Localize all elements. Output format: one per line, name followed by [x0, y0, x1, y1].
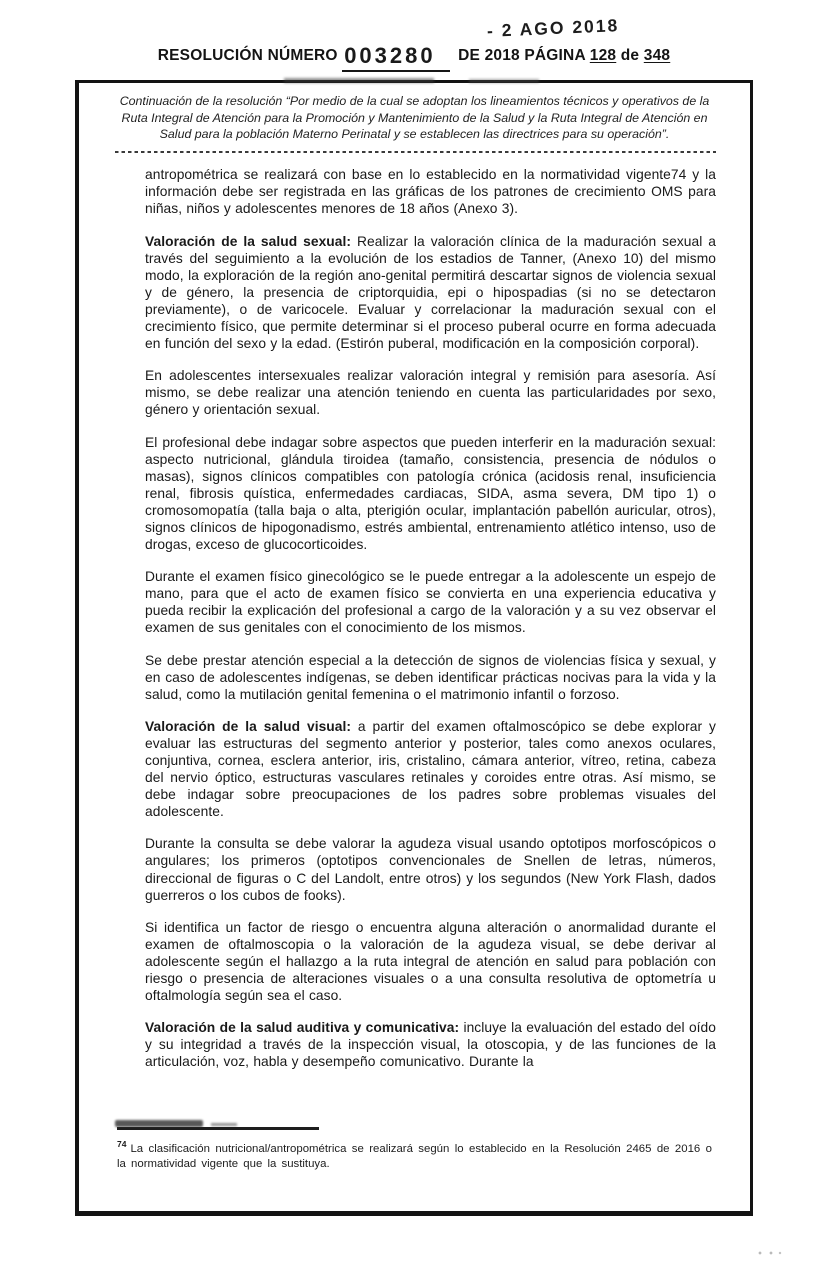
page-number-total: 348 [643, 47, 671, 64]
footnote-marker: 74 [117, 1138, 127, 1149]
date-stamp: - 2 AGO 2018 [486, 15, 620, 41]
body-text [145, 166, 716, 1070]
page-number-current: 128 [589, 47, 617, 64]
paragraph-factor-riesgo: Si identifica un factor de riesgo o encuentra alguna alteración o anormalidad durante el examen de oftalmoscopia o la valoración de la agudeza visual, se debe derivar al adolescente según el hallazgo a la ruta integral de atención en salud para población con riesgo o presencia de alteraciones visuales o a una consulta resolutiva de optometría u oftalmología según sea el caso. [145, 919, 716, 1004]
paragraph-valoracion-salud-auditiva: Valoración de la salud auditiva y comunicativa: incluye la evaluación del estado del oído y su integridad a través de la inspección visual, la otoscopia, y de las funciones de la articulación, voz, habla y desempeño comunicativo. Durante la [145, 1020, 716, 1070]
content-border-box [75, 80, 753, 1216]
ink-smudge [115, 1120, 203, 1127]
resolution-title-suffix: DE 2018 PÁGINA [458, 47, 586, 64]
continuation-notice: Continuación de la resolución “Por medio de la cual se adoptan los lineamientos técnicos y operativos de la Ruta Integral de Atención para la Promoción y Mantenimiento de la Salud y la Ruta Integral de Atención en Salud para la población Materno Perinatal y se establecen las directrices para su operación”. [119, 94, 710, 142]
paragraph-agudeza-visual: Durante la consulta se debe valorar la agudeza visual usando optotipos morfoscópicos o angulares; los primeros (optotipos convencionales de Snellen de letras, números, direccional de figuras o C del Landolt, entre otros) y los segundos (New York Flash, dados guerreros o los cubos de fooks). [145, 836, 716, 903]
page-number-separator: de [620, 47, 640, 64]
paragraph-deteccion-violencias: Se debe prestar atención especial a la detección de signos de violencias física y sexual, y en caso de adolescentes indígenas, se deben identificar prácticas nocivas para la vida y la salud, como la mutilación genital femenina o el matrimonio infantil o forzoso. [145, 652, 716, 702]
page-header [0, 40, 828, 69]
paragraph-antropometrica: antropométrica se realizará con base en lo establecido en la normatividad vigente74 y la información debe ser registrada en las gráficas de los patrones de crecimiento OMS para niñas, niños y adolescentes menores de 18 años (Anexo 3). [145, 167, 716, 217]
resolution-title-prefix: RESOLUCIÓN NÚMERO [157, 47, 338, 64]
scan-smudge [469, 79, 539, 83]
footnote-rule [117, 1127, 319, 1130]
paragraph-adolescentes-intersexuales: En adolescentes intersexuales realizar valoración integral y remisión para asesoría. Así mismo, se debe realizar una atención teniendo en cuenta las particularidades por sexo, género y orientación sexual. [145, 368, 716, 418]
scan-artifact-dots [757, 1251, 783, 1255]
paragraph-valoracion-salud-sexual: Valoración de la salud sexual: Realizar la valoración clínica de la maduración sexual a través del seguimiento a la evolución de los estadios de Tanner, (Anexo 10) del mismo modo, la exploración de la región ano-genital permitirá descartar signos de violencia sexual y de género, la presencia de criptorquidia, epi o hipospadias (si no se detectaron previamente), o de varicocele. Evaluar y correlacionar la maduración sexual con el crecimiento físico, que permite determinar si el proceso puberal ocurre en forma adecuada en función del sexo y la edad. (Estirón puberal, modificación en la composición corporal). [145, 233, 716, 352]
scan-smudge [284, 78, 434, 83]
paragraph-profesional-indagar: El profesional debe indagar sobre aspectos que pueden interferir en la maduración sexual: aspecto nutricional, glándula tiroidea (tamaño, consistencia, presencia de nódulos o masas), signos clínicos compatibles con patología crónica (acidosis renal, insuficiencia renal, fibrosis quística, enfermedades cardiacas, SIDA, asma severa, DM tipo 1) o cromosomopatía (talla baja o alta, pterigión ocular, implantación pabellón auricular, otros), signos clínicos de hipogonadismo, estrés ambiental, entrenamiento atlético intenso, uso de drogas, exceso de glucocorticoides. [145, 434, 716, 553]
footnote-74: $^{74}$ La clasificación nutricional/antropométrica se realizará según lo establecido en la Resolución 2465 de 2016 o la normatividad vigente que la sustituya. [117, 1138, 712, 1170]
paragraph-examen-ginecologico: Durante el examen físico ginecológico se le puede entregar a la adolescente un espejo de mano, para que el acto de examen físico se convierta en una experiencia educativa y pueda recibir la explicación del profesional a cargo de la valoración y a su vez observar el examen de sus genitales con el conocimiento de los mismos. [145, 569, 716, 636]
dashed-separator [115, 151, 716, 154]
footnote-area [117, 1127, 712, 1172]
resolution-number-stamp: 003280 [342, 43, 449, 72]
paragraph-valoracion-salud-visual: Valoración de la salud visual: a partir del examen oftalmoscópico se debe explorar y evaluar las estructuras del segmento anterior y posterior, tales como anexos oculares, conjuntiva, cornea, esclera anterior, iris, cristalino, cámara anterior, vítreo, retina, cabeza del nervio óptico, estructuras vasculares retinales y coroides entre otras. Así mismo, se debe indagar sobre preocupaciones de los padres sobre problemas visuales del adolescente. [145, 718, 717, 820]
